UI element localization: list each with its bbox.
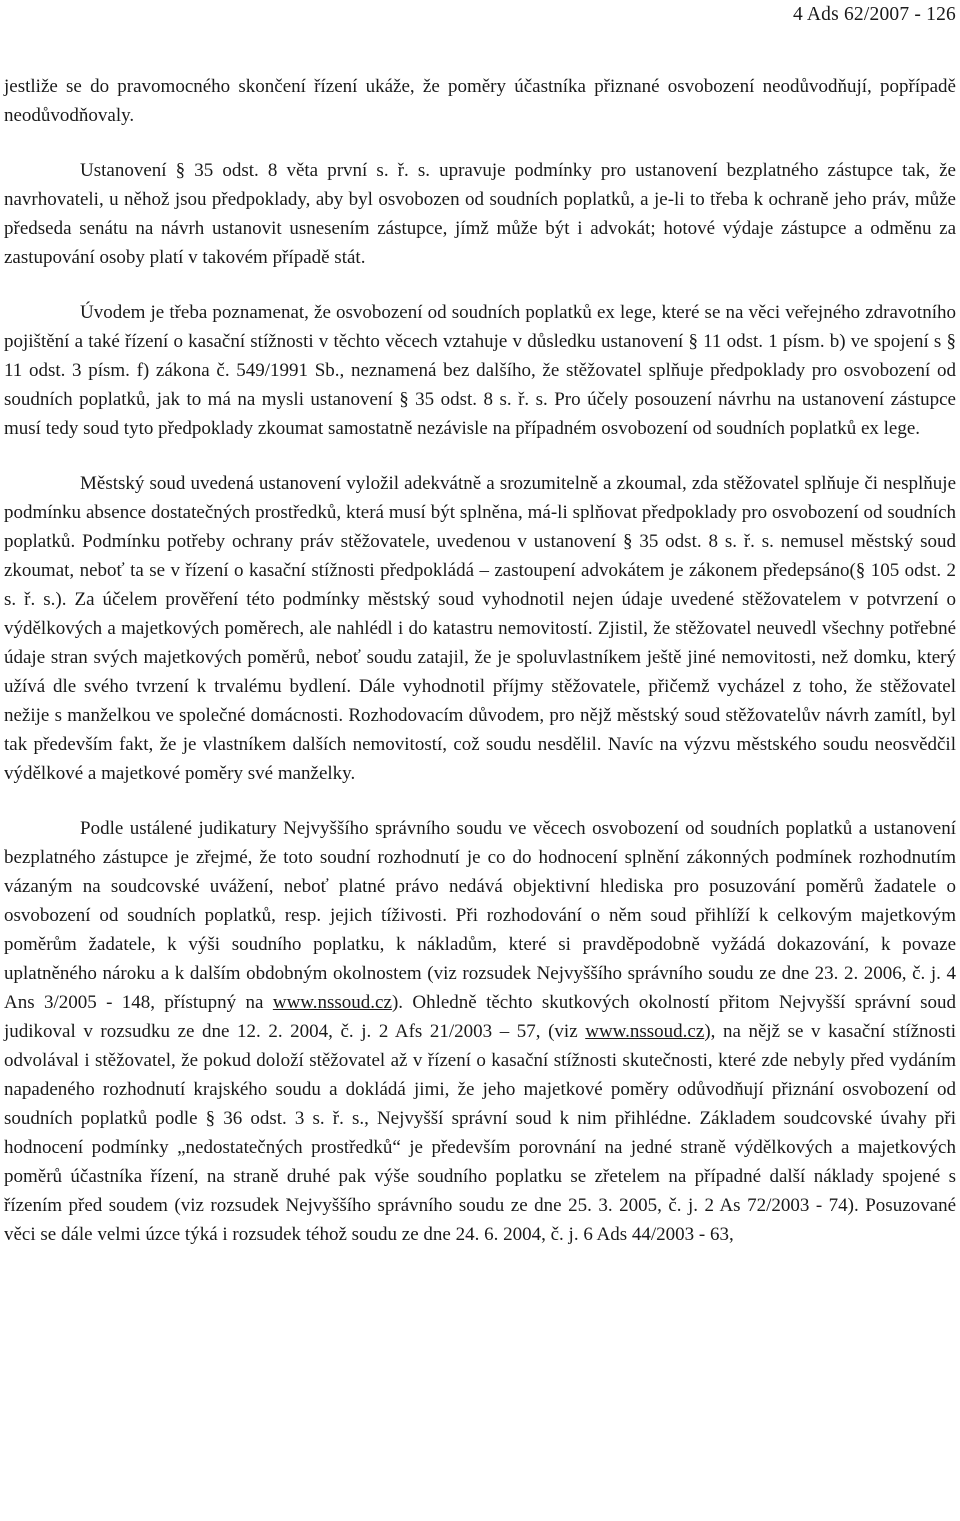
nssoud-link-first[interactable]: www.nssoud.cz [272,992,392,1013]
case-law-text-end: ), na nějž se v kasační stížnosti odvolával i stěžovatel, že pokud doloží stěžovatel až v řízení o kasační stížnosti skutečnosti, které zde nebyly před vydáním napadeného rozhodnutí krajského soudu a dokládá jimi, že jeho majetkové poměry odůvodňují přiznání osvobození od soudních poplatků podle § 36 odst. 3 s. ř. s., Nejvyšší správní soud k nim přihlédne. Základem soudcovské úvahy při hodnocení podmínky „nedostatečných prostředků“ je především porovnání na jedné straně výdělkových a majetkových poměrů účastníka řízení, na straně druhé pak výše soudního poplatku se zřetelem na případné další náklady spojené s řízením před soudem (viz rozsudek Nejvyššího správního soudu ze dne 25. 3. 2005, č. j. 2 As 72/2003 - 74). Posuzované věci se dále velmi úzce týká i rozsudek téhož soudu ze dne 24. 6. 2004, č. j. 6 Ads 44/2003 - 63, [4,1021,956,1245]
case-law-text-middle: ). Ohledně těchto skutkových okolností přitom Nejvyšší správní soud judikoval v rozsudku ze dne 12. 2. 2004, č. j. 2 Afs 21/2003 – 57, (viz [4,992,956,1042]
case-law-text-start: Podle ustálené judikatury Nejvyššího správního soudu ve věcech osvobození od soudních poplatků a ustanovení bezplatného zástupce je zřejmé, že toto soudní rozhodnutí je co do hodnocení splnění zákonných podmínek rozhodnutím vázaným na soudcovské uvážení, neboť platné právo nedává objektivní hlediska pro posuzování poměrů žadatele o osvobození od soudních poplatků, resp. jejich tíživosti. Při rozhodování o něm soud přihlíží k celkovým majetkovým poměrům žadatele, k výši soudního poplatku, k nákladům, které si pravděpodobně vyžádá dokazování, k povaze uplatněného nároku a k dalším obdobným okolnostem (viz rozsudek Nejvyššího správního soudu ze dne 23. 2. 2006, č. j. 4 Ans 3/2005 - 148, přístupný na [4,818,956,1013]
paragraph-continuation: jestliže se do pravomocného skončení řízení ukáže, že poměry účastníka přiznané osvobození neodůvodňují, popřípadě neodůvodňovaly. [4,76,956,126]
paragraph-introduction: Úvodem je třeba poznamenat, že osvobození od soudních poplatků ex lege, které se na věci veřejného zdravotního pojištění a také řízení o kasační stížnosti v těchto věcech vztahuje v důsledku ustanovení § 11 odst. 1 písm. b) ve spojení s § 11 odst. 3 písm. f) zákona č. 549/1991 Sb., neznamená bez dalšího, že stěžovatel splňuje předpoklady pro osvobození od soudních poplatků, jak to má na mysli ustanovení § 35 odst. 8 s. ř. s. Pro účely posouzení návrhu na ustanovení zástupce musí tedy soud tyto předpoklady zkoumat samostatně nezávisle na případném osvobození od soudních poplatků ex lege. [4,302,956,439]
paragraph-case-law [4,814,956,1249]
nssoud-link-second[interactable]: www.nssoud.cz [585,1021,705,1042]
paragraph-municipal-court: Městský soud uvedená ustanovení vyložil adekvátně a srozumitelně a zkoumal, zda stěžovatel splňuje či nesplňuje podmínku absence dostatečných prostředků, která musí být splněna, má-li splňovat předpoklady pro osvobození od soudních poplatků. Podmínku potřeby ochrany práv stěžovatele, uvedenou v ustanovení § 35 odst. 8 s. ř. s. nemusel městský soud zkoumat, neboť ta se v řízení o kasační stížnosti předpokládá – zastoupení advokátem je zákonem předepsáno(§ 105 odst. 2 s. ř. s.). Za účelem prověření této podmínky městský soud vyhodnotil nejen údaje uvedené stěžovatelem v potvrzení o výdělkových a majetkových poměrech, ale nahlédl i do katastru nemovitostí. Zjistil, že stěžovatel neuvedl všechny potřebné údaje stran svých majetkových poměrů, neboť soudu zatajil, že je spoluvlastníkem ještě jiné nemovitosti, než domku, který užívá dle svého tvrzení k trvalému bydlení. Dále vyhodnotil příjmy stěžovatele, přičemž vycházel z toho, že stěžovatel nežije s manželkou ve společné domácnosti. Rozhodovacím důvodem, pro nějž městský soud stěžovatelův návrh zamítl, byl tak především fakt, že je vlastníkem dalších nemovitostí, což soudu nesdělil. Navíc na výzvu městského soudu neosvědčil výdělkové a majetkové poměry své manželky. [4,473,956,784]
paragraph-free-representative: Ustanovení § 35 odst. 8 věta první s. ř. s. upravuje podmínky pro ustanovení bezplatného zástupce tak, že navrhovateli, u něhož jsou předpoklady, aby byl osvobozen od soudních poplatků, a je-li to třeba k ochraně jeho práv, může předseda senátu na návrh ustanovit usnesením zástupce, jímž může být i advokát; hotové výdaje zástupce a odměnu za zastupování osoby platí v takovém případě stát. [4,160,956,268]
document-body [4,72,956,1249]
page-reference-header: 4 Ads 62/2007 - 126 [792,4,956,25]
